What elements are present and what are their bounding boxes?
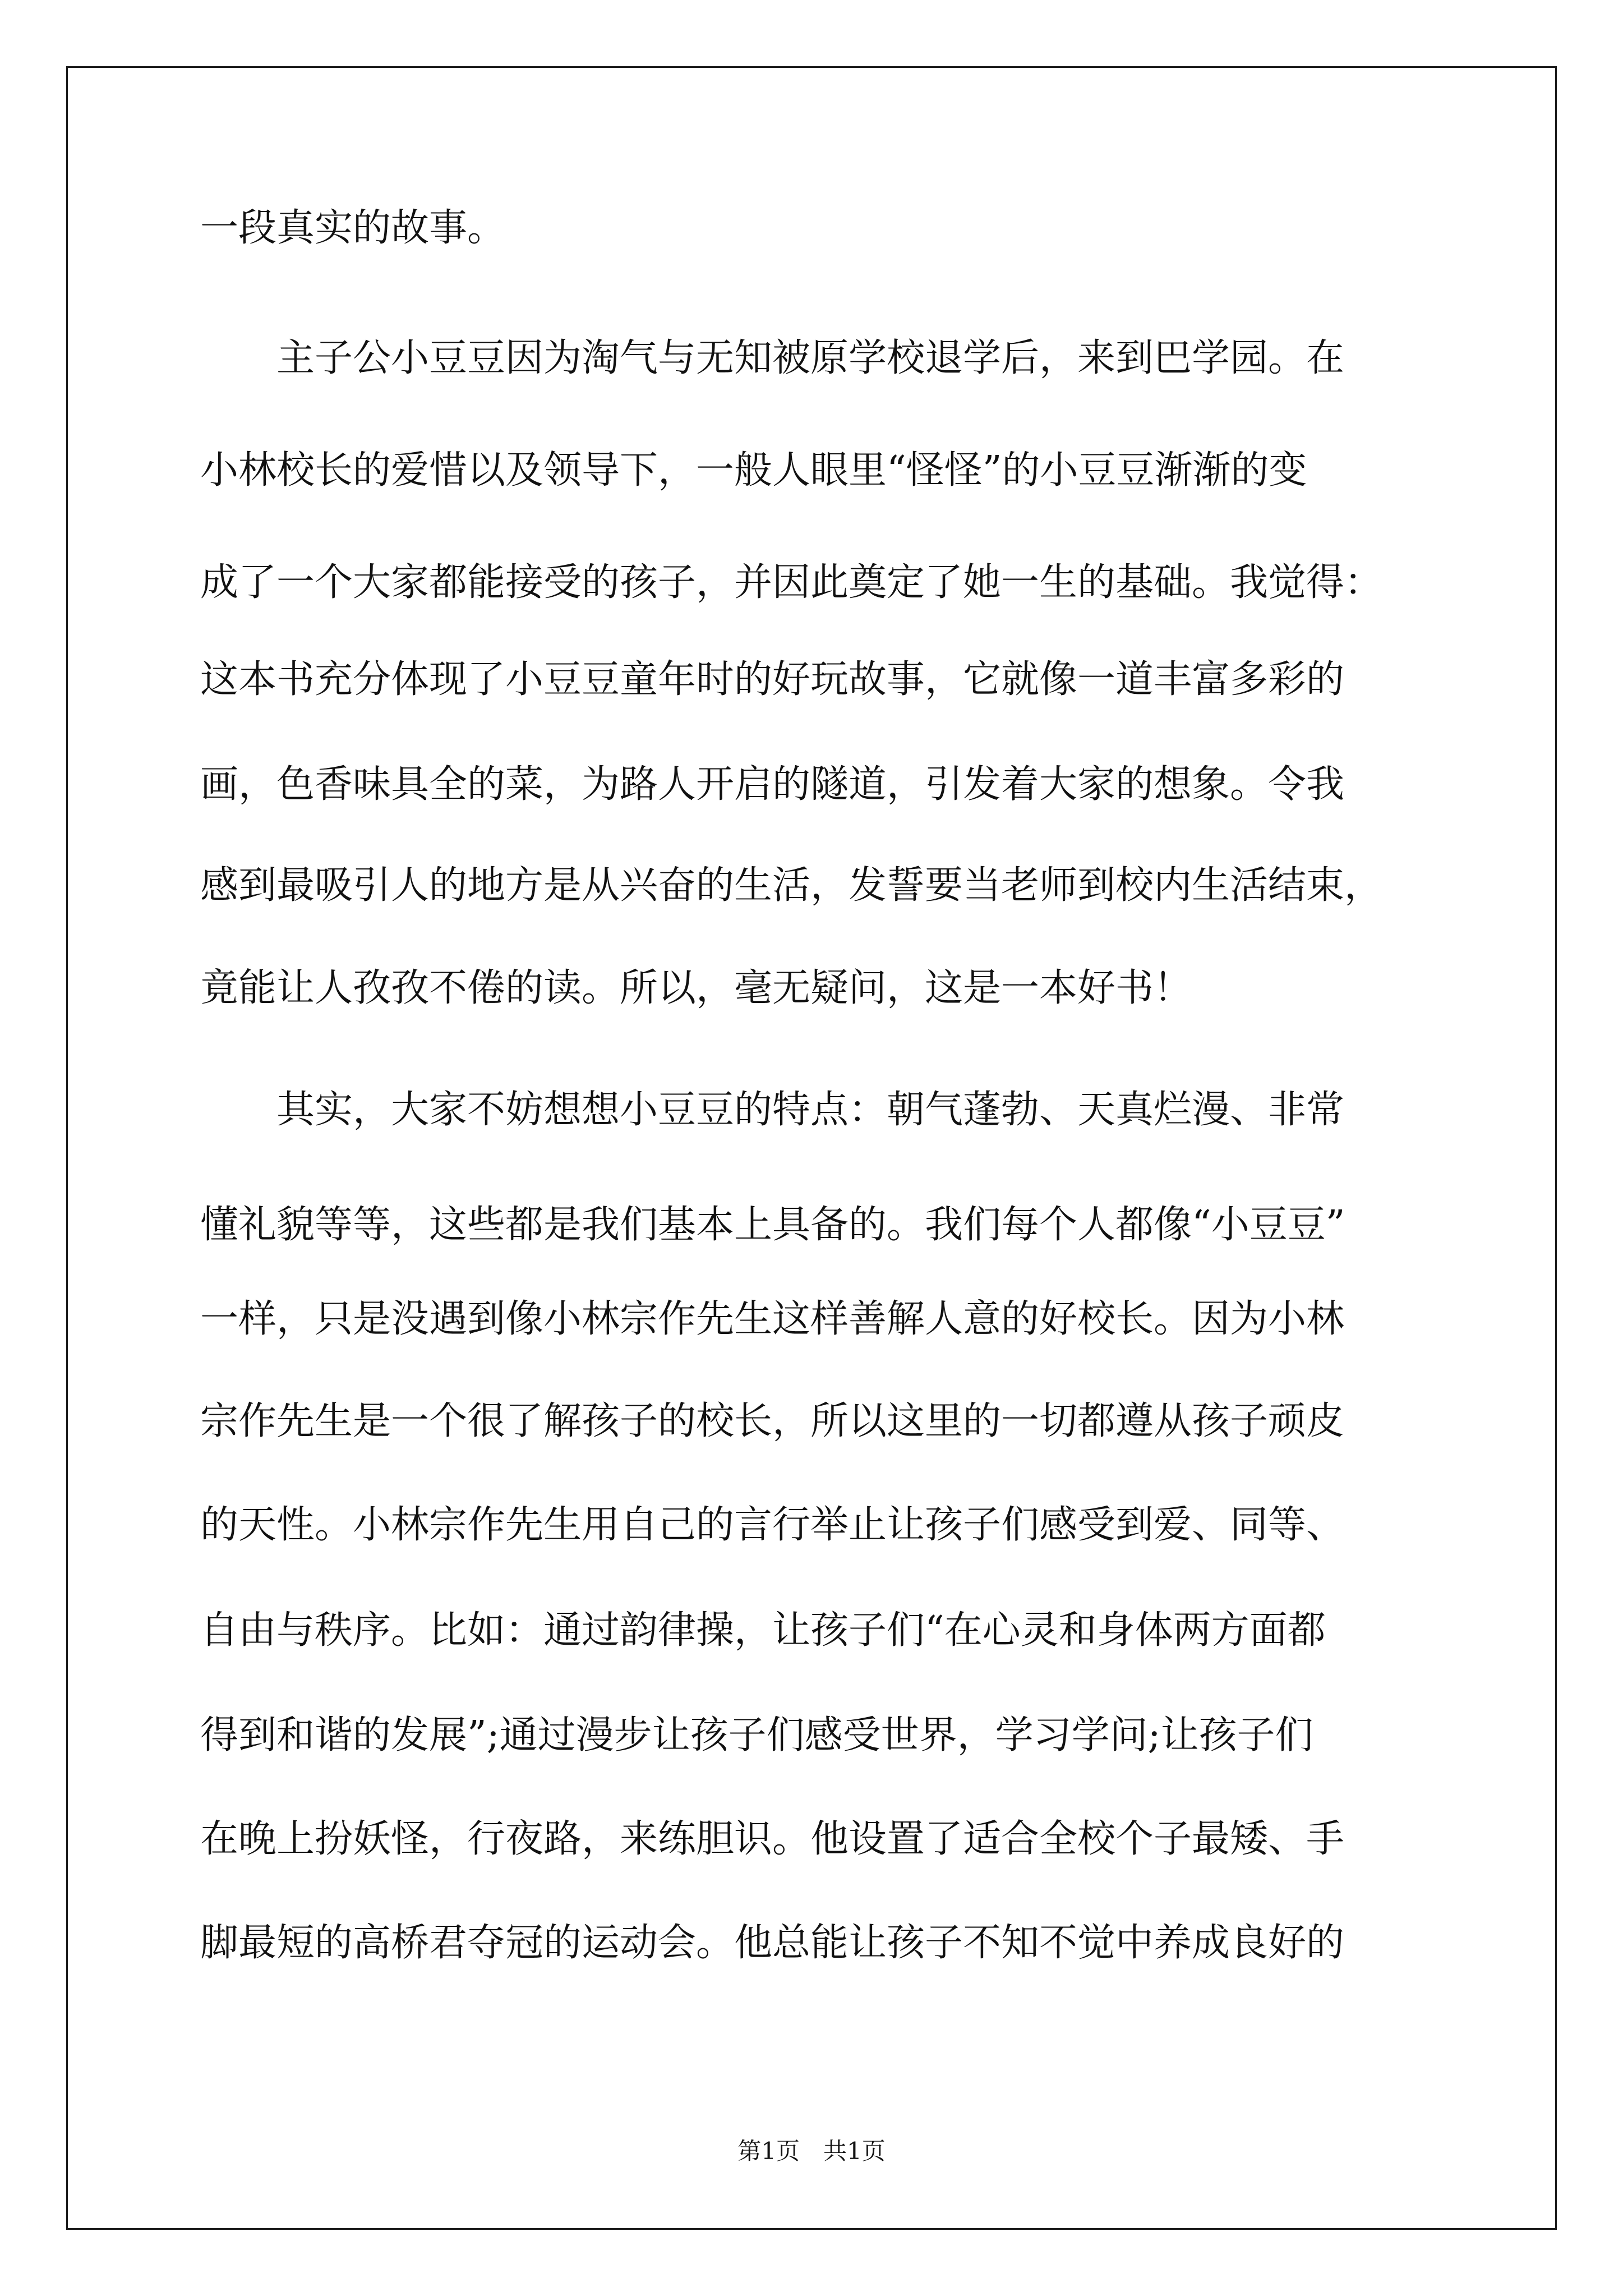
page-number-footer: 第1页 共1页 bbox=[737, 2137, 886, 2165]
text-line: 脚最短的高桥君夺冠的运动会。他总能让孩子不知不觉中养成良好的 bbox=[200, 1921, 1345, 1965]
text-line: 小林校长的爱惜以及领导下，一般人眼里“怪怪”的小豆豆渐渐的变 bbox=[200, 448, 1307, 493]
text-line: 这本书充分体现了小豆豆童年时的好玩故事，它就像一道丰富多彩的 bbox=[200, 657, 1345, 702]
text-line: 懂礼貌等等，这些都是我们基本上具备的。我们每个人都像“小豆豆” bbox=[200, 1203, 1345, 1247]
text-line: 一段真实的故事。 bbox=[200, 206, 506, 250]
page-border bbox=[66, 66, 1557, 2230]
text-line: 画，色香味具全的菜，为路人开启的隧道，引发着大家的想象。令我 bbox=[200, 762, 1345, 807]
text-line: 成了一个大家都能接受的孩子，并因此奠定了她一生的基础。我觉得： bbox=[200, 560, 1383, 605]
text-line: 在晚上扮妖怪，行夜路，来练胆识。他设置了适合全校个子最矮、手 bbox=[200, 1817, 1345, 1861]
text-line: 的天性。小林宗作先生用自己的言行举止让孩子们感受到爱、同等、 bbox=[200, 1503, 1345, 1547]
text-line: 其实，大家不妨想想小豆豆的特点：朝气蓬勃、天真烂漫、非常 bbox=[200, 1088, 1345, 1132]
text-line: 主子公小豆豆因为淘气与无知被原学校退学后，来到巴学园。在 bbox=[200, 336, 1345, 380]
text-line: 得到和谐的发展”;通过漫步让孩子们感受世界，学习学问;让孩子们 bbox=[200, 1713, 1313, 1757]
text-line: 竟能让人孜孜不倦的读。所以，毫无疑问，这是一本好书！ bbox=[200, 966, 1192, 1010]
text-line: 感到最吸引人的地方是从兴奋的生活，发誓要当老师到校内生活结束， bbox=[200, 863, 1383, 908]
text-line: 宗作先生是一个很了解孩子的校长，所以这里的一切都遵从孩子顽皮 bbox=[200, 1399, 1345, 1443]
text-line: 一样，只是没遇到像小林宗作先生这样善解人意的好校长。因为小林 bbox=[200, 1297, 1345, 1341]
text-line: 自由与秩序。比如：通过韵律操，让孩子们“在心灵和身体两方面都 bbox=[200, 1608, 1326, 1653]
